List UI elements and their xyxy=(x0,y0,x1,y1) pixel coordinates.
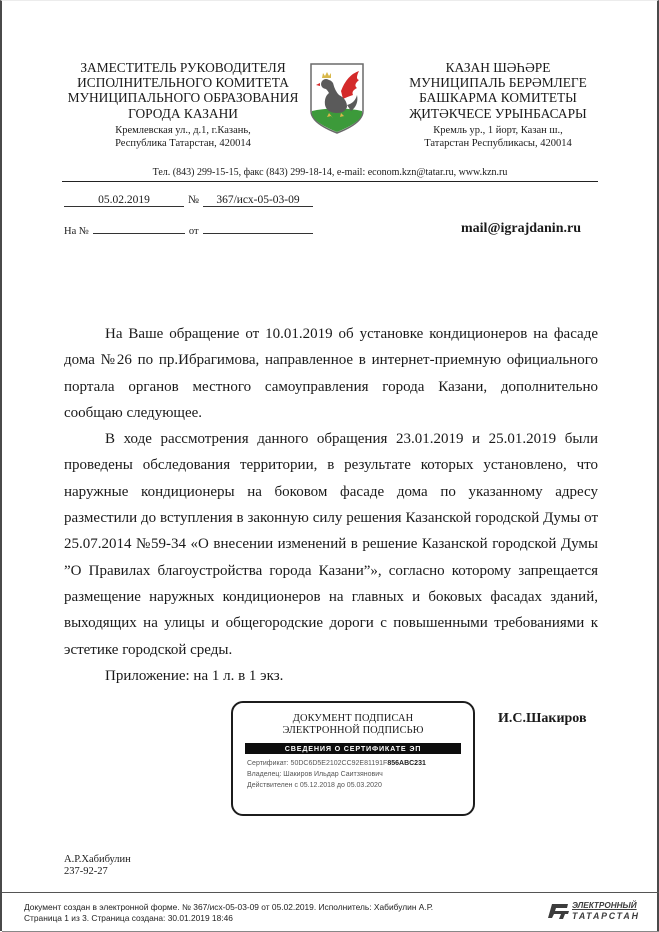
signer-name: И.С.Шакиров xyxy=(498,711,587,726)
footer-text xyxy=(24,902,433,923)
certificate-info-bar: СВЕДЕНИЯ О СЕРТИФИКАТЕ ЭП xyxy=(245,743,461,754)
stamp-title xyxy=(233,713,473,737)
header-left-ru xyxy=(64,60,302,150)
org-title-line: ЗАМЕСТИТЕЛЬ РУКОВОДИТЕЛЯ xyxy=(80,60,286,75)
electronic-tatarstan-logo-icon xyxy=(548,902,570,920)
org-title-line: МУНИЦИПАЛЬ БЕРӘМЛЕГЕ xyxy=(409,75,587,91)
kazan-coat-of-arms-icon xyxy=(307,61,367,135)
electronic-tatarstan-logo xyxy=(548,900,638,922)
org-title-line: ҖИТӘКЧЕСЕ УРЫНБАСАРЫ xyxy=(409,105,587,121)
certificate-value: 50DC6D5E2102CC92E81191F xyxy=(290,760,388,767)
org-title-line: КАЗАН ШӘҺӘРЕ xyxy=(445,60,551,75)
org-title-ru xyxy=(64,60,302,121)
address-line: Кремль ур., 1 йорт, Казан ш., xyxy=(433,124,563,136)
body-paragraph: На Ваше обращение от 10.01.2019 об установке кондиционеров на фасаде дома №26 по пр.Ибрагимова, направленное в интернет-приемную официального портала органов местного самоуправления города Казани, дополнительно сообщаю следующее. xyxy=(64,326,598,421)
registration-line xyxy=(64,193,313,207)
executor-name: А.Р.Хабибулин xyxy=(64,854,131,865)
stamp-title-line: ЭЛЕКТРОННОЙ ПОДПИСЬЮ xyxy=(282,725,424,736)
executor-phone: 237-92-27 xyxy=(64,865,108,877)
validity-line: Действителен с 05.12.2018 до 05.03.2020 xyxy=(247,782,382,789)
address-line: Кремлевская ул., д.1, г.Казань, xyxy=(115,124,251,136)
number-sign: № xyxy=(188,194,199,206)
org-title-line: ГОРОДА КАЗАНИ xyxy=(128,105,238,121)
recipient-address: mail@igrajdanin.ru xyxy=(461,221,581,236)
certificate-label: Сертификат: xyxy=(247,760,289,767)
logo-line2: ТАТАРСТАН xyxy=(572,911,640,921)
letter-body xyxy=(64,321,598,689)
body-paragraph: В ходе рассмотрения данного обращения 23.01.2019 и 25.01.2019 были проведены обследования территории, в результате которых установлено, что наружные кондиционеры на боковом фасаде дома по указанному адресу разместили до вступления в законную силу решения Казанской городской Думы от 25.07.2014 №59-34 «О внесении изменений в решение Казанской городской Думы ”О Правилах благоустройства города Казани”», согласно которому запрещается размещение наружных кондиционеров на главных и боковых фасадах зданий, выходящих на улицы и общегородские дороги с повышенными требованиями к эстетике городской среды. xyxy=(64,431,598,658)
reply-number-blank xyxy=(93,223,185,234)
registration-number: 367/исх-05-03-09 xyxy=(203,194,313,207)
document-footer xyxy=(2,892,659,932)
executor-block xyxy=(64,854,131,877)
certificate-line xyxy=(247,758,473,769)
header-contacts: Тел. (843) 299-15-15, факс (843) 299-18-14, e-mail: econom.kzn@tatar.ru, www.kzn.ru xyxy=(152,167,508,178)
address-line: Татарстан Республикасы, 420014 xyxy=(424,137,572,149)
reply-reference-line xyxy=(64,223,313,239)
stamp-title-line: ДОКУМЕНТ ПОДПИСАН xyxy=(292,713,414,724)
owner-line xyxy=(247,769,473,780)
org-title-line: МУНИЦИПАЛЬНОГО ОБРАЗОВАНИЯ xyxy=(67,90,299,106)
reply-date-blank xyxy=(203,223,313,234)
registration-date: 05.02.2019 xyxy=(64,194,184,207)
from-label: от xyxy=(188,226,199,237)
org-title-line: ИСПОЛНИТЕЛЬНОГО КОМИТЕТА xyxy=(77,75,289,91)
header-divider xyxy=(62,181,598,182)
logo-line1: ЭЛЕКТРОННЫЙ xyxy=(572,901,637,910)
owner-label: Владелец: xyxy=(247,771,282,778)
org-address-tt xyxy=(398,124,598,150)
certificate-value-bold: 856ABC231 xyxy=(387,760,426,767)
org-address-ru xyxy=(64,124,302,150)
org-title-line: БАШКАРМА КОМИТЕТЫ xyxy=(419,90,577,106)
header-right-tt xyxy=(398,60,598,150)
org-title-tt xyxy=(398,60,598,121)
reply-to-label: На № xyxy=(64,226,89,237)
electronic-signature-stamp xyxy=(231,701,475,816)
attachment-note: Приложение: на 1 л. в 1 экз. xyxy=(105,667,284,684)
footer-line: Страница 1 из 3. Страница создана: 30.01.2019 18:46 xyxy=(24,912,233,923)
address-line: Республика Татарстан, 420014 xyxy=(115,137,251,149)
owner-value: Шакиров Ильдар Саитзянович xyxy=(283,771,383,778)
footer-line: Документ создан в электронной форме. № 367/исх-05-03-09 от 05.02.2019. Исполнитель: Хабибулин А.Р. xyxy=(24,902,434,912)
certificate-details xyxy=(247,758,473,791)
